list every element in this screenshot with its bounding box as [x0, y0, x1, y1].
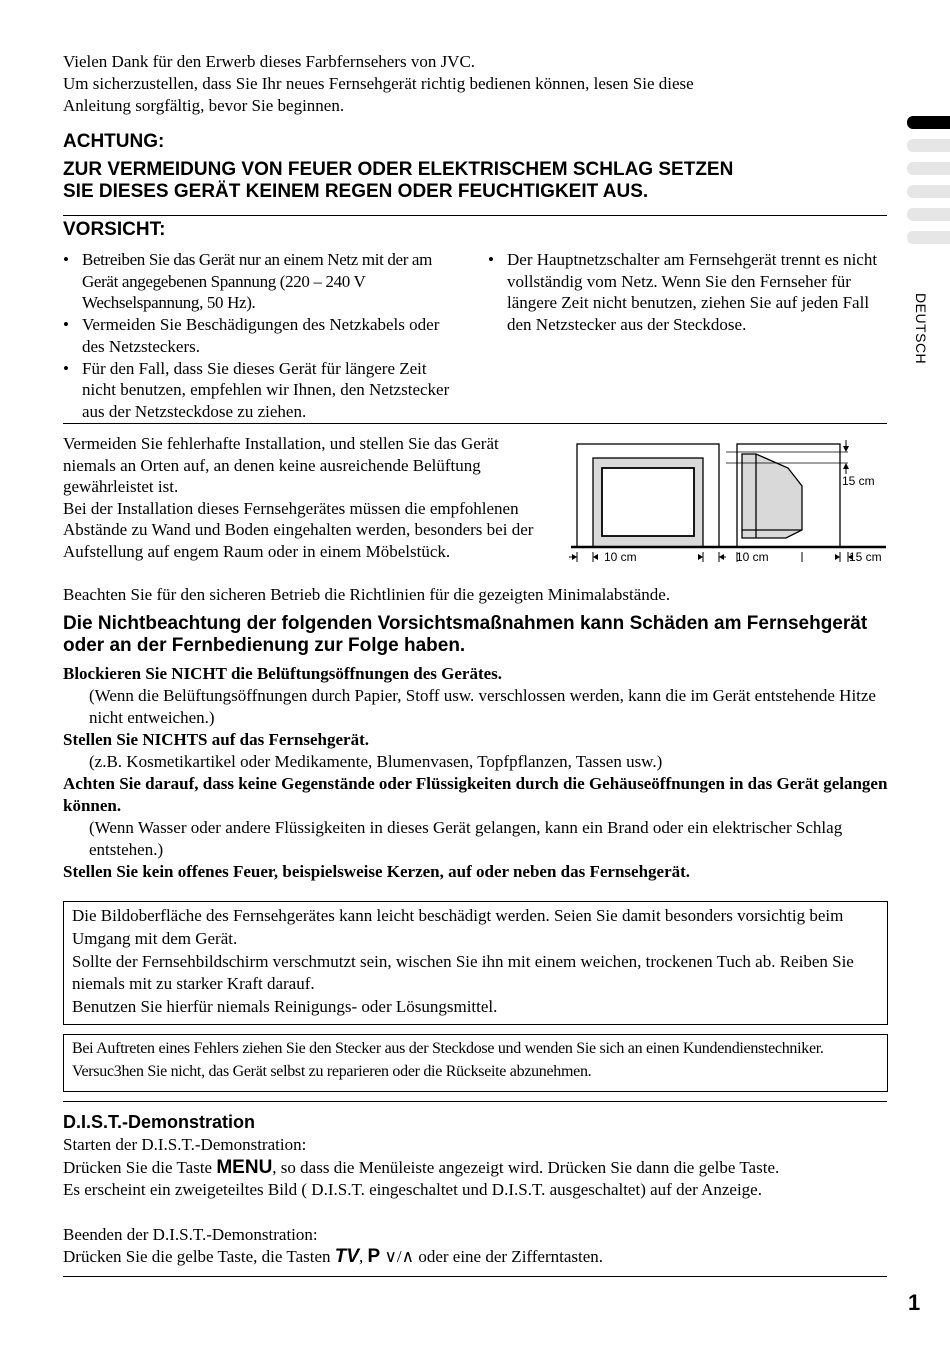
precaution-rules	[63, 663, 888, 883]
list-item: • Für den Fall, dass Sie dieses Gerät für längere Zeit nicht benutzen, empfehlen wir Ihnen, den Netzstecker aus der Netzsteckdose zu ziehen.	[63, 358, 463, 423]
label-back: 15 cm	[849, 550, 882, 564]
vorsicht-list-right	[488, 249, 888, 336]
language-tab[interactable]	[907, 185, 950, 198]
label-side-left: 10 cm	[604, 550, 637, 564]
intro-line: Anleitung sorgfältig, bevor Sie beginnen.	[63, 96, 345, 115]
clearance-diagram-svg	[566, 434, 891, 569]
installation-paragraph: Bei der Installation dieses Fernsehgerätes müssen die empfohlenen Abstände zu Wand und Boden eingehalten werden, besonders bei der Aufstellung auf engem Raum oder in einem Möbelstück.	[63, 498, 534, 561]
achtung-heading: ACHTUNG:	[63, 131, 165, 152]
achtung-line: SIE DIESES GERÄT KEINEM REGEN ODER FEUCHTIGKEIT AUS.	[63, 181, 649, 202]
language-tabs	[907, 116, 950, 254]
language-label-text: DEUTSCH	[913, 293, 929, 365]
page-number: 1	[908, 1290, 921, 1315]
p-key-label: P	[367, 1246, 381, 1267]
installation-note: Beachten Sie für den sicheren Betrieb die Richtlinien für die gezeigten Minimalabstände.	[63, 585, 671, 604]
divider	[63, 215, 887, 216]
dist-section	[63, 1111, 888, 1269]
box-line: Die Bildoberfläche des Fernsehgerätes kann leicht beschädigt werden. Seien Sie damit besonders vorsichtig beim Umgang mit dem Gerät.	[72, 906, 844, 948]
rule-title: Blockieren Sie NICHT die Belüftungsöffnungen des Gerätes.	[63, 664, 503, 683]
dist-heading: D.I.S.T.-Demonstration	[63, 1112, 256, 1132]
rule-title: Stellen Sie NICHTS auf das Fernsehgerät.	[63, 730, 369, 749]
language-tab[interactable]	[907, 208, 950, 221]
text: ,	[359, 1247, 368, 1266]
arrow-keys-label: ∨/∧	[380, 1247, 415, 1266]
achtung-line: ZUR VERMEIDUNG VON FEUER ODER ELEKTRISCHEM SCHLAG SETZEN	[63, 159, 734, 180]
rule-title: Achten Sie darauf, dass keine Gegenstände oder Flüssigkeiten durch die Gehäuseöffnungen in das Gerät gelangen können.	[63, 774, 888, 815]
dist-start-label: Starten der D.I.S.T.-Demonstration:	[63, 1135, 307, 1154]
list-item: • Vermeiden Sie Beschädigungen des Netzkabels oder des Netzsteckers.	[63, 314, 463, 357]
installation-paragraph: Vermeiden Sie fehlerhafte Installation, und stellen Sie das Gerät niemals an Orten auf, an denen keine ausreichende Belüftung gewährleistet ist.	[63, 434, 499, 496]
language-tab[interactable]	[907, 231, 950, 244]
label-top: 15 cm	[842, 474, 875, 488]
menu-key-label: MENU	[216, 1156, 273, 1178]
vorsicht-list-left	[63, 249, 463, 423]
divider	[63, 1276, 887, 1277]
divider	[63, 1101, 887, 1102]
tv-screen	[602, 468, 694, 536]
service-box	[63, 1034, 888, 1092]
clearance-diagram	[566, 434, 891, 574]
intro-line: Vielen Dank für den Erwerb dieses Farbfernsehers von JVC.	[63, 52, 476, 71]
box-line: Sollte der Fernsehbildschirm verschmutzt sein, wischen Sie ihn mit einem weichen, trockenen Tuch ab. Reiben Sie niemals mit zu starker Kraft darauf.	[72, 951, 854, 994]
language-tab-active[interactable]	[907, 116, 950, 129]
divider	[63, 423, 887, 424]
vorsicht-heading: VORSICHT:	[63, 219, 166, 240]
list-item: • Betreiben Sie das Gerät nur an einem Netz mit der am Gerät angegebenen Spannung (220 – 240 V Wechselspannung, 50 Hz).	[63, 249, 463, 314]
dist-end-label: Beenden der D.I.S.T.-Demonstration:	[63, 1224, 318, 1244]
language-label	[909, 293, 931, 383]
box-line: Benutzen Sie hierfür niemals Reinigungs- oder Lösungsmittel.	[72, 997, 498, 1017]
rule-detail: (z.B. Kosmetikartikel oder Medikamente, Blumenvasen, Topfpflanzen, Tassen usw.)	[89, 752, 663, 771]
text: , so dass die Menüleiste angezeigt wird. Drücken Sie dann die gelbe Taste.	[272, 1157, 780, 1177]
dist-start-instruction	[63, 1157, 888, 1180]
box-line: Bei Auftreten eines Fehlers ziehen Sie den Stecker aus der Steckdose und wenden Sie sich an einen Kundendienstechniker. Versuc3hen Sie nicht, das Gerät selbst zu reparieren oder die Rückseite abzunehmen.	[72, 1040, 824, 1080]
dist-start-result: Es erscheint ein zweigeteiltes Bild ( D.I.S.T. eingeschaltet und D.I.S.T. ausgeschaltet) auf der Anzeige.	[63, 1180, 762, 1199]
language-tab[interactable]	[907, 162, 950, 175]
language-tab[interactable]	[907, 139, 950, 152]
installation-text	[63, 433, 543, 562]
text: Drücken Sie die Taste	[63, 1157, 217, 1177]
achtung-warning	[63, 159, 883, 203]
intro-line: Um sicherzustellen, dass Sie Ihr neues Fernsehgerät richtig bedienen können, lesen Sie diese	[63, 74, 694, 93]
tv-key-label: TV	[334, 1246, 360, 1267]
list-item: • Der Hauptnetzschalter am Fernsehgerät trennt es nicht vollständig vom Netz. Wenn Sie den Fernseher für längere Zeit nicht benutzen, ziehen Sie auf jeden Fall den Netzstecker aus der Steckdose.	[488, 249, 888, 336]
screen-care-box	[63, 901, 888, 1025]
intro-text	[63, 51, 863, 117]
damage-warning-heading: Die Nichtbeachtung der folgenden Vorsichtsmaßnahmen kann Schäden am Fernsehgerät oder an der Fernbedienung zur Folge haben.	[63, 613, 868, 656]
rule-detail: (Wenn die Belüftungsöffnungen durch Papier, Stoff usw. verschlossen werden, kann die im Gerät entstehende Hitze nicht entweichen.)	[89, 686, 876, 727]
text: oder eine der Zifferntasten.	[414, 1247, 604, 1266]
rule-title: Stellen Sie kein offenes Feuer, beispielsweise Kerzen, auf oder neben das Fernsehgerät.	[63, 862, 691, 881]
dist-end-instruction	[63, 1246, 888, 1269]
tv-side-body	[742, 454, 802, 538]
text: Drücken Sie die gelbe Taste, die Tasten	[63, 1247, 335, 1266]
rule-detail: (Wenn Wasser oder andere Flüssigkeiten in dieses Gerät gelangen, kann ein Brand oder ein elektrischer Schlag entstehen.)	[89, 818, 843, 859]
label-side-middle: 10 cm	[736, 550, 769, 564]
